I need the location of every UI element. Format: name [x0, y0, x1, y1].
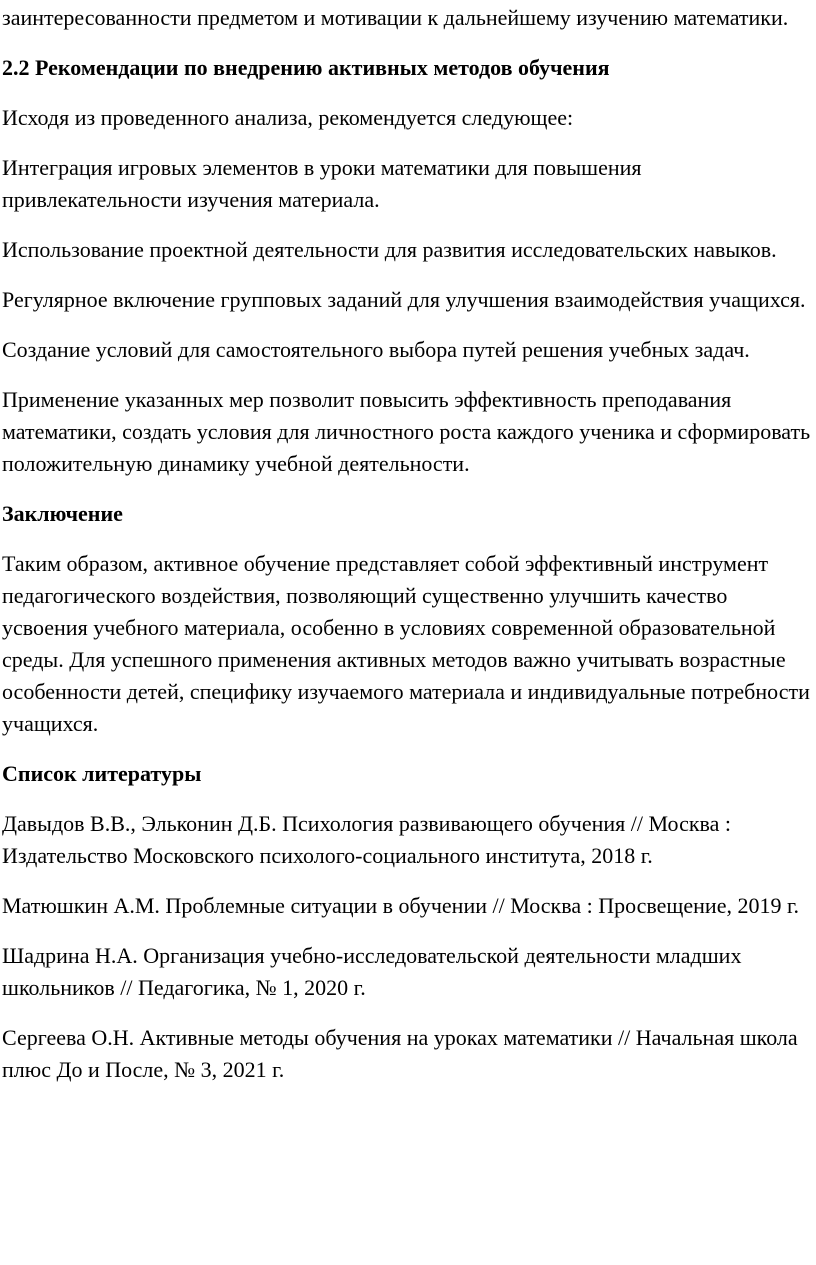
- intro-paragraph: Исходя из проведенного анализа, рекомендуется следующее:: [2, 105, 574, 130]
- references-heading: Список литературы: [2, 761, 202, 786]
- summary-paragraph: Применение указанных мер позволит повысить эффективность преподавания математики, создать условия для личностного роста каждого ученика и сформировать положительную динамику учебной деятельности.: [2, 387, 811, 476]
- conclusion-heading: Заключение: [2, 501, 123, 526]
- reference-item: Шадрина Н.А. Организация учебно-исследовательской деятельности младших школьников // Педагогика, № 1, 2020 г.: [2, 943, 742, 1000]
- reference-item: Давыдов В.В., Эльконин Д.Б. Психология развивающего обучения // Москва : Издательство Московского психолого-социального института, 2018 г.: [2, 811, 731, 868]
- reference-item: Матюшкин А.М. Проблемные ситуации в обучении // Москва : Просвещение, 2019 г.: [2, 893, 799, 918]
- section-heading: 2.2 Рекомендации по внедрению активных методов обучения: [2, 55, 610, 80]
- reference-item: Сергеева О.Н. Активные методы обучения на уроках математики // Начальная школа плюс До и После, № 3, 2021 г.: [2, 1025, 798, 1082]
- recommendation-item: Использование проектной деятельности для развития исследовательских навыков.: [2, 237, 777, 262]
- recommendation-item: Интеграция игровых элементов в уроки математики для повышения привлекательности изучения материала.: [2, 155, 642, 212]
- recommendation-item: Регулярное включение групповых заданий для улучшения взаимодействия учащихся.: [2, 287, 806, 312]
- continuation-paragraph: заинтересованности предметом и мотивации к дальнейшему изучению математики.: [2, 5, 789, 30]
- conclusion-paragraph: Таким образом, активное обучение представляет собой эффективный инструмент педагогического воздействия, позволяющий существенно улучшить качество усвоения учебного материала, особенно в условиях современной образовательной среды. Для успешного применения активных методов важно учитывать возрастные особенности детей, специфику изучаемого материала и индивидуальные потребности учащихся.: [2, 551, 810, 736]
- recommendation-item: Создание условий для самостоятельного выбора путей решения учебных задач.: [2, 337, 750, 362]
